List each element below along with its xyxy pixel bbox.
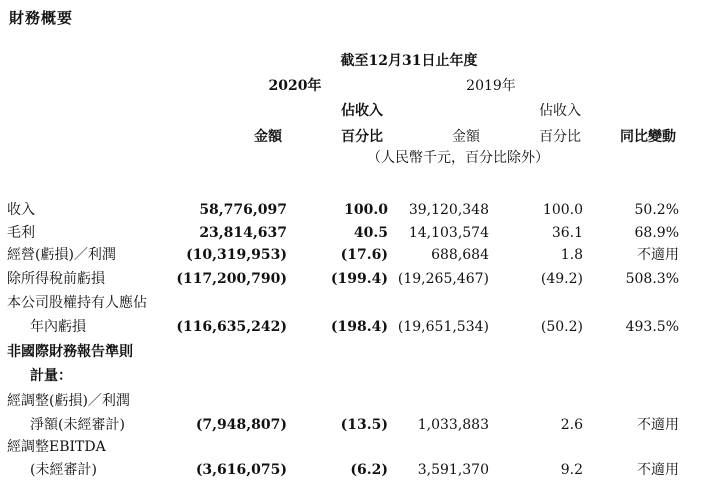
adjusted-net-2020-amount: (7,948,807) [195, 417, 287, 433]
gross-profit-2020-amount: 23,814,637 [199, 225, 287, 241]
row-label-adjusted-ebitda-line1: 經調整EBITDA [7, 439, 106, 455]
pretax-loss-yoy: 508.3% [625, 271, 679, 287]
pretax-loss-2020-pct: (199.4) [330, 271, 388, 287]
unit-note: （人民幣千元，百分比除外） [367, 150, 549, 166]
row-label-adjusted-net-line2: 淨額(未經審計) [30, 417, 125, 433]
gross-profit-2019-pct: 36.1 [551, 225, 583, 241]
pretax-loss-2019-pct: (49.2) [540, 271, 583, 287]
adjusted-ebitda-2019-amount: 3,591,370 [417, 462, 489, 478]
row-label-attributable-line2: 年內虧損 [30, 319, 86, 335]
non-ifrs-section-line1: 非國際財務報告準則 [7, 344, 133, 360]
pct-2020-header-line1: 佔收入 [341, 103, 383, 119]
row-label-pretax-loss: 除所得稅前虧損 [7, 271, 105, 287]
amount-2020-header: 金額 [254, 129, 282, 145]
attributable-loss-yoy: 493.5% [625, 319, 679, 335]
row-label-gross-profit: 毛利 [7, 225, 35, 241]
operating-2020-pct: (17.6) [340, 247, 388, 263]
row-label-operating: 經營(虧損)／利潤 [7, 247, 116, 263]
year-2019-header: 2019年 [466, 78, 516, 94]
section-title: 財務概要 [9, 9, 74, 27]
row-label-revenue: 收入 [7, 202, 35, 218]
gross-profit-2019-amount: 14,103,574 [408, 225, 489, 241]
row-label-adjusted-net-line1: 經調整(虧損)／利潤 [7, 393, 130, 409]
adjusted-ebitda-2019-pct: 9.2 [560, 462, 583, 478]
operating-2019-amount: 688,684 [431, 247, 489, 263]
period-header: 截至12月31日止年度 [340, 53, 478, 69]
attributable-loss-2019-amount: (19,651,534) [397, 319, 489, 335]
adjusted-net-2020-pct: (13.5) [340, 417, 388, 433]
adjusted-ebitda-yoy: 不適用 [637, 462, 679, 478]
attributable-loss-2020-amount: (116,635,242) [176, 319, 287, 335]
adjusted-net-2019-amount: 1,033,883 [417, 417, 489, 433]
gross-profit-2020-pct: 40.5 [353, 225, 388, 241]
operating-yoy: 不適用 [637, 247, 679, 263]
pct-2019-header-line1: 佔收入 [539, 103, 581, 119]
operating-2019-pct: 1.8 [560, 247, 583, 263]
revenue-2020-pct: 100.0 [344, 202, 388, 218]
revenue-2019-amount: 39,120,348 [408, 202, 489, 218]
adjusted-ebitda-2020-pct: (6.2) [350, 462, 388, 478]
pct-2019-header-line2: 百分比 [539, 129, 581, 145]
operating-2020-amount: (10,319,953) [186, 247, 287, 263]
adjusted-net-yoy: 不適用 [637, 417, 679, 433]
pct-2020-header-line2: 百分比 [341, 129, 383, 145]
revenue-2019-pct: 100.0 [542, 202, 583, 218]
pretax-loss-2020-amount: (117,200,790) [176, 271, 287, 287]
revenue-yoy: 50.2% [634, 202, 679, 218]
yoy-header: 同比變動 [620, 129, 676, 145]
adjusted-ebitda-2020-amount: (3,616,075) [195, 462, 287, 478]
amount-2019-header: 金額 [452, 129, 480, 145]
pretax-loss-2019-amount: (19,265,467) [397, 271, 489, 287]
row-label-attributable-line1: 本公司股權持有人應佔 [7, 295, 147, 311]
row-label-adjusted-ebitda-line2: (未經審計) [30, 462, 97, 478]
gross-profit-yoy: 68.9% [634, 225, 679, 241]
adjusted-net-2019-pct: 2.6 [560, 417, 583, 433]
non-ifrs-section-line2: 計量： [30, 368, 72, 384]
revenue-2020-amount: 58,776,097 [199, 202, 287, 218]
year-2020-header: 2020年 [268, 78, 322, 94]
attributable-loss-2020-pct: (198.4) [330, 319, 388, 335]
attributable-loss-2019-pct: (50.2) [540, 319, 583, 335]
